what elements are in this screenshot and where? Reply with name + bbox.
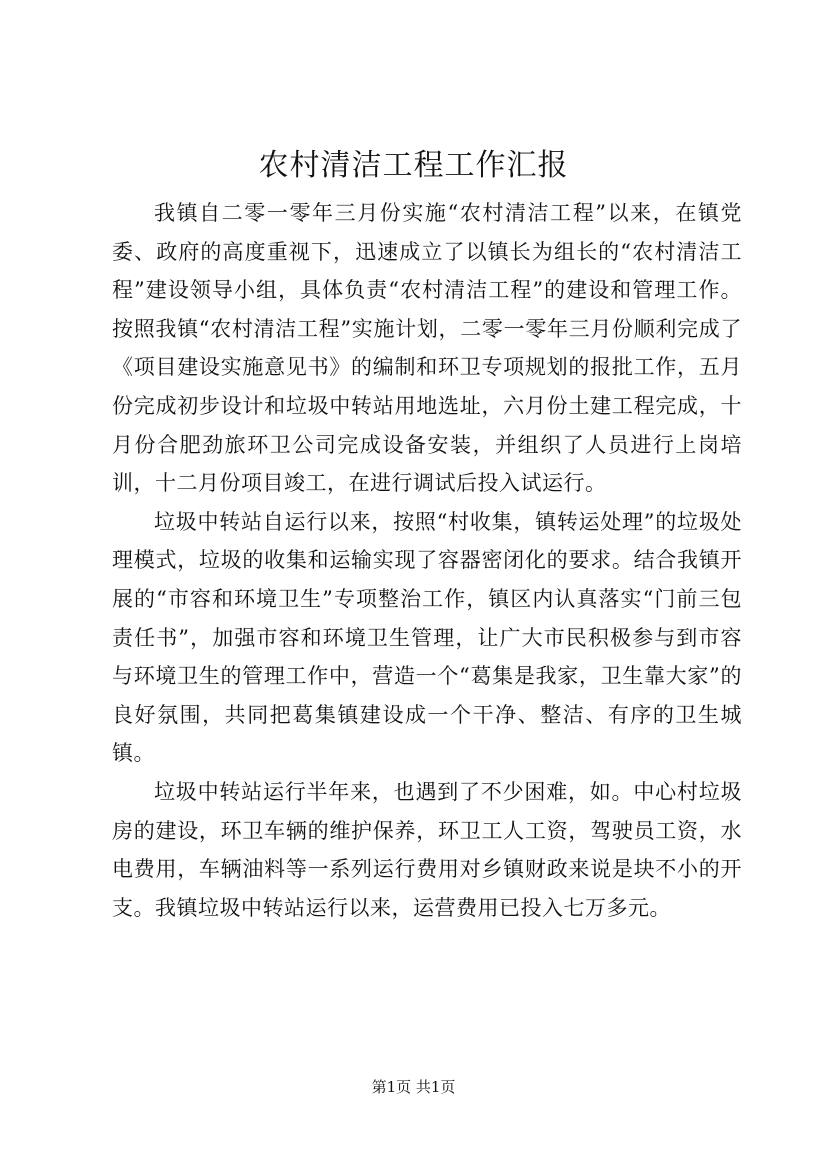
document-body bbox=[112, 194, 742, 927]
paragraph-1: 我镇自二零一零年三月份实施“农村清洁工程”以来，在镇党委、政府的高度重视下，迅速成立了以镇长为组长的“农村清洁工程”建设领导小组，具体负责“农村清洁工程”的建设和管理工作。按照我镇“农村清洁工程”实施计划，二零一零年三月份顺利完成了《项目建设实施意见书》的编制和环卫专项规划的报批工作，五月份完成初步设计和垃圾中转站用地选址，六月份土建工程完成，十月份合肥劲旅环卫公司完成设备安装，并组织了人员进行上岗培训，十二月份项目竣工，在进行调试后投入试运行。 bbox=[112, 201, 742, 496]
page-title: 农村清洁工程工作汇报 bbox=[258, 148, 569, 183]
page-number-footer: 第1页 共1页 bbox=[371, 1078, 456, 1096]
paragraph-3: 垃圾中转站运行半年来，也遇到了不少困难，如。中心村垃圾房的建设，环卫车辆的维护保养，环卫工人工资，驾驶员工资，水电费用，车辆油料等一系列运行费用对乡镇财政来说是块不小的开支。我镇垃圾中转站运行以来，运营费用已投入七万多元。 bbox=[112, 779, 742, 920]
paragraph-2: 垃圾中转站自运行以来，按照“村收集，镇转运处理”的垃圾处理模式，垃圾的收集和运输实现了容器密闭化的要求。结合我镇开展的“市容和环境卫生”专项整治工作，镇区内认真落实“门前三包责任书”，加强市容和环境卫生管理，让广大市民积极参与到市容与环境卫生的管理工作中，营造一个“葛集是我家，卫生靠大家”的良好氛围，共同把葛集镇建设成一个干净、整洁、有序的卫生城镇。 bbox=[112, 509, 742, 766]
